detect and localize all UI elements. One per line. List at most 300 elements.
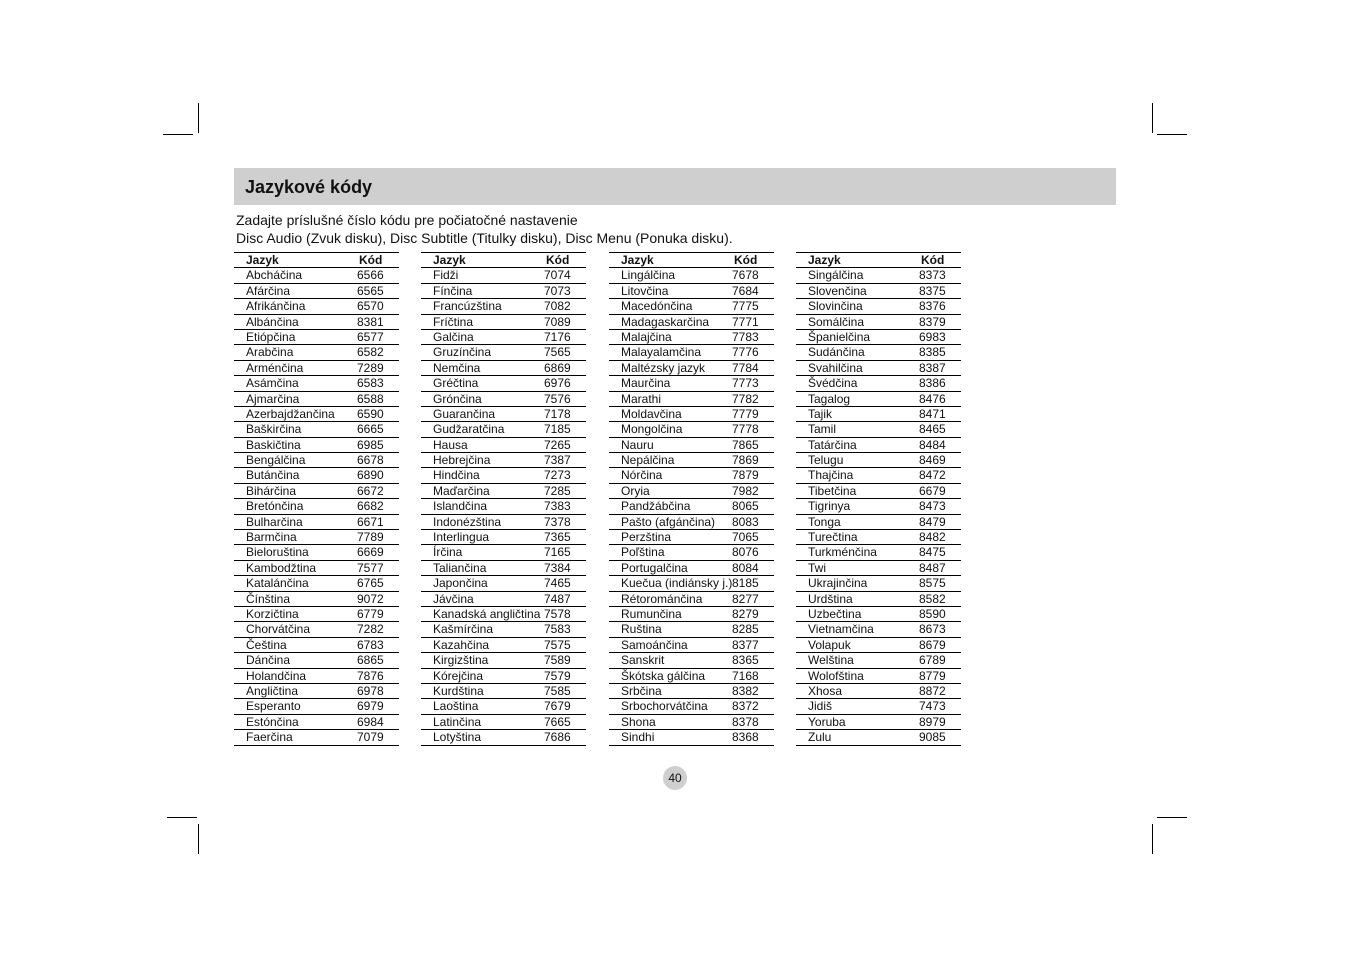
table-row <box>609 284 774 299</box>
language-name: Moldavčina <box>621 406 682 421</box>
language-name: Poľština <box>621 545 665 560</box>
table-row <box>796 561 961 576</box>
language-name: Holandčina <box>246 668 307 683</box>
table-row <box>421 622 586 637</box>
table-row <box>421 576 586 591</box>
language-code: 7665 <box>544 714 571 729</box>
language-name: Írčina <box>433 545 463 560</box>
table-row <box>234 699 399 714</box>
table-row <box>234 499 399 514</box>
language-name: Maltézsky jazyk <box>621 360 706 375</box>
table-row <box>609 484 774 499</box>
page-title: Jazykové kódy <box>245 177 373 197</box>
language-name: Oryia <box>621 483 650 498</box>
language-name: Singálčina <box>808 268 864 283</box>
language-name: Twi <box>808 560 826 575</box>
language-name: Perzština <box>621 530 672 545</box>
language-code: 8368 <box>732 730 759 745</box>
language-code: 6789 <box>919 653 946 668</box>
table-row <box>796 407 961 422</box>
language-code: 8482 <box>919 530 946 545</box>
table-row <box>421 284 586 299</box>
header-code: Kód <box>734 253 758 267</box>
language-code: 8285 <box>732 622 759 637</box>
language-name: Bengálčina <box>246 453 306 468</box>
table-row <box>421 638 586 653</box>
language-code: 7773 <box>732 376 759 391</box>
table-row <box>234 515 399 530</box>
language-name: Čeština <box>246 637 287 652</box>
table-row <box>609 699 774 714</box>
table-row <box>609 576 774 591</box>
language-code: 6565 <box>357 283 384 298</box>
language-code: 8473 <box>919 499 946 514</box>
table-row <box>421 699 586 714</box>
language-name: Portugalčina <box>621 560 688 575</box>
language-code: 7579 <box>544 668 571 683</box>
header-language: Jazyk <box>246 253 279 267</box>
table-row <box>234 268 399 283</box>
language-code: 7082 <box>544 299 571 314</box>
table-row <box>609 345 774 360</box>
language-code: 6865 <box>357 653 384 668</box>
table-row <box>796 607 961 622</box>
language-code: 6678 <box>357 453 384 468</box>
language-code: 7783 <box>732 329 759 344</box>
table-row <box>796 576 961 591</box>
crop-mark <box>163 134 193 135</box>
language-code: 7384 <box>544 560 571 575</box>
language-name: Xhosa <box>808 683 843 698</box>
language-code: 6869 <box>544 360 571 375</box>
language-code: 6979 <box>357 699 384 714</box>
language-code: 7982 <box>732 483 759 498</box>
table-row <box>234 438 399 453</box>
language-code: 6985 <box>357 437 384 452</box>
header-language: Jazyk <box>621 253 654 267</box>
language-name: Srbčina <box>621 683 662 698</box>
table-row <box>609 407 774 422</box>
language-code: 7577 <box>357 560 384 575</box>
language-code: 8476 <box>919 391 946 406</box>
language-code: 7165 <box>544 545 571 560</box>
language-code: 6978 <box>357 683 384 698</box>
language-code: 7789 <box>357 530 384 545</box>
language-code: 8365 <box>732 653 759 668</box>
table-row <box>796 422 961 437</box>
table-row <box>421 453 586 468</box>
language-code: 8379 <box>919 314 946 329</box>
language-code: 8465 <box>919 422 946 437</box>
language-code: 6566 <box>357 268 384 283</box>
table-row <box>796 684 961 699</box>
language-name: Tonga <box>808 514 841 529</box>
table-row <box>234 315 399 330</box>
table-row <box>609 638 774 653</box>
language-code: 8469 <box>919 453 946 468</box>
language-name: Svahilčina <box>808 360 863 375</box>
language-code: 7679 <box>544 699 571 714</box>
table-row <box>609 268 774 283</box>
language-name: Baskičtina <box>246 437 301 452</box>
language-name: Somálčina <box>808 314 865 329</box>
language-code: 7178 <box>544 406 571 421</box>
language-name: Bretónčina <box>246 499 304 514</box>
table-row <box>796 515 961 530</box>
header-language: Jazyk <box>433 253 466 267</box>
table-row <box>421 315 586 330</box>
language-name: Marathi <box>621 391 662 406</box>
language-name: Tamil <box>808 422 837 437</box>
table-row <box>234 453 399 468</box>
table-row <box>609 499 774 514</box>
table-row <box>234 545 399 560</box>
language-code: 7678 <box>732 268 759 283</box>
table-row <box>796 622 961 637</box>
language-code: 7585 <box>544 683 571 698</box>
language-name: Japončina <box>433 576 488 591</box>
language-column-4 <box>796 252 961 746</box>
column-header <box>796 253 961 268</box>
language-name: Islandčina <box>433 499 488 514</box>
table-row <box>796 653 961 668</box>
language-code: 6577 <box>357 329 384 344</box>
language-code: 8575 <box>919 576 946 591</box>
language-code: 7285 <box>544 483 571 498</box>
intro-text-line-1: Zadajte príslušné číslo kódu pre počiatočné nastavenie <box>236 212 578 228</box>
table-row <box>796 669 961 684</box>
language-name: Tigrinya <box>808 499 851 514</box>
table-row <box>609 622 774 637</box>
table-row <box>796 361 961 376</box>
crop-mark <box>198 824 199 854</box>
table-row <box>609 730 774 745</box>
table-row <box>609 669 774 684</box>
table-row <box>421 345 586 360</box>
table-row <box>609 684 774 699</box>
language-name: Kanadská angličtina <box>433 606 541 621</box>
table-row <box>609 715 774 730</box>
crop-mark <box>1152 103 1153 133</box>
table-row <box>796 299 961 314</box>
language-code: 6588 <box>357 391 384 406</box>
language-column-3 <box>609 252 774 746</box>
language-code: 8185 <box>732 576 759 591</box>
language-code: 6672 <box>357 483 384 498</box>
language-name: Hausa <box>433 437 468 452</box>
language-code: 8679 <box>919 637 946 652</box>
language-name: Afrikánčina <box>246 299 306 314</box>
table-row <box>421 561 586 576</box>
header-code: Kód <box>546 253 570 267</box>
crop-mark <box>1157 817 1187 818</box>
language-code: 6984 <box>357 714 384 729</box>
language-name: Butánčina <box>246 468 300 483</box>
table-row <box>796 330 961 345</box>
language-name: Sindhi <box>621 730 655 745</box>
table-row <box>421 607 586 622</box>
language-name: Pandžábčina <box>621 499 691 514</box>
language-code: 7079 <box>357 730 384 745</box>
language-name: Katalánčina <box>246 576 309 591</box>
language-code: 7578 <box>544 606 571 621</box>
table-row <box>234 576 399 591</box>
table-row <box>796 345 961 360</box>
language-code: 9072 <box>357 591 384 606</box>
language-code: 6582 <box>357 345 384 360</box>
language-code: 6765 <box>357 576 384 591</box>
language-code: 8076 <box>732 545 759 560</box>
table-row <box>421 422 586 437</box>
language-name: Hebrejčina <box>433 453 491 468</box>
column-header <box>609 253 774 268</box>
language-name: Asámčina <box>246 376 299 391</box>
table-row <box>234 561 399 576</box>
language-name: Maďarčina <box>433 483 490 498</box>
language-column-2 <box>421 252 586 746</box>
language-name: Fínčina <box>433 283 473 298</box>
table-row <box>609 592 774 607</box>
language-name: Taliančina <box>433 560 487 575</box>
language-code: 8673 <box>919 622 946 637</box>
language-name: Tajik <box>808 406 833 421</box>
table-row <box>234 592 399 607</box>
language-code: 7869 <box>732 453 759 468</box>
language-name: Ukrajinčina <box>808 576 868 591</box>
language-name: Škótska gálčina <box>621 668 706 683</box>
table-row <box>609 438 774 453</box>
language-code: 8590 <box>919 606 946 621</box>
table-row <box>796 699 961 714</box>
language-name: Samoánčina <box>621 637 688 652</box>
table-row <box>234 715 399 730</box>
intro-text-line-2: Disc Audio (Zvuk disku), Disc Subtitle (Titulky disku), Disc Menu (Ponuka disku). <box>236 230 733 246</box>
language-code: 7576 <box>544 391 571 406</box>
table-row <box>421 530 586 545</box>
table-row <box>796 315 961 330</box>
language-code: 6671 <box>357 514 384 529</box>
crop-mark <box>1152 824 1153 854</box>
language-name: Slovinčina <box>808 299 863 314</box>
language-name: Telugu <box>808 453 844 468</box>
language-code: 6679 <box>919 483 946 498</box>
language-name: Albánčina <box>246 314 299 329</box>
table-row <box>796 438 961 453</box>
language-name: Zulu <box>808 730 832 745</box>
table-row <box>234 284 399 299</box>
table-row <box>796 499 961 514</box>
table-row <box>421 392 586 407</box>
table-row <box>609 376 774 391</box>
language-name: Švédčina <box>808 376 858 391</box>
crop-mark <box>167 817 197 818</box>
language-code: 8582 <box>919 591 946 606</box>
table-row <box>609 468 774 483</box>
language-code: 8487 <box>919 560 946 575</box>
language-name: Lingálčina <box>621 268 676 283</box>
language-code: 6583 <box>357 376 384 391</box>
language-name: Pašto (afgánčina) <box>621 514 716 529</box>
language-name: Etiópčina <box>246 329 296 344</box>
language-code: 7575 <box>544 637 571 652</box>
table-row <box>609 530 774 545</box>
language-name: Laoština <box>433 699 479 714</box>
language-code: 6890 <box>357 468 384 483</box>
language-name: Latinčina <box>433 714 482 729</box>
language-name: Maurčina <box>621 376 671 391</box>
language-name: Angličtina <box>246 683 299 698</box>
table-row <box>421 299 586 314</box>
table-row <box>421 484 586 499</box>
language-code: 7776 <box>732 345 759 360</box>
language-name: Kirgizština <box>433 653 489 668</box>
language-code: 6976 <box>544 376 571 391</box>
language-name: Grónčina <box>433 391 482 406</box>
table-row <box>609 361 774 376</box>
table-row <box>609 653 774 668</box>
language-name: Fidži <box>433 268 459 283</box>
table-row <box>234 392 399 407</box>
language-name: Rumunčina <box>621 606 682 621</box>
crop-mark <box>198 103 199 133</box>
language-name: Korzičtina <box>246 606 299 621</box>
table-row <box>421 669 586 684</box>
language-name: Vietnamčina <box>808 622 874 637</box>
language-code: 7168 <box>732 668 759 683</box>
language-name: Esperanto <box>246 699 301 714</box>
language-code: 8378 <box>732 714 759 729</box>
language-code: 8475 <box>919 545 946 560</box>
language-name: Turkménčina <box>808 545 877 560</box>
language-code: 7487 <box>544 591 571 606</box>
language-name: Madagaskarčina <box>621 314 710 329</box>
language-name: Indonézština <box>433 514 502 529</box>
language-name: Nauru <box>621 437 654 452</box>
language-code: 6590 <box>357 406 384 421</box>
table-row <box>796 268 961 283</box>
language-name: Slovenčina <box>808 283 867 298</box>
language-name: Thajčina <box>808 468 854 483</box>
language-code: 8387 <box>919 360 946 375</box>
language-name: Mongolčina <box>621 422 683 437</box>
language-code: 8083 <box>732 514 759 529</box>
language-name: Tatárčina <box>808 437 857 452</box>
language-code: 8779 <box>919 668 946 683</box>
table-row <box>609 453 774 468</box>
header-code: Kód <box>921 253 945 267</box>
table-row <box>421 715 586 730</box>
table-row <box>234 684 399 699</box>
header-language: Jazyk <box>808 253 841 267</box>
language-name: Chorvátčina <box>246 622 311 637</box>
language-code: 7289 <box>357 360 384 375</box>
language-name: Tibetčina <box>808 483 857 498</box>
table-row <box>796 484 961 499</box>
title-bar <box>234 168 1116 205</box>
language-code: 6779 <box>357 606 384 621</box>
page-number: 40 <box>663 766 687 790</box>
table-row <box>234 622 399 637</box>
table-row <box>609 330 774 345</box>
language-code: 6669 <box>357 545 384 560</box>
language-name: Kambodžtina <box>246 560 317 575</box>
language-name: Urdština <box>808 591 853 606</box>
language-code: 8484 <box>919 437 946 452</box>
table-row <box>421 330 586 345</box>
language-name: Faerčina <box>246 730 293 745</box>
language-name: Kórejčina <box>433 668 484 683</box>
table-row <box>234 330 399 345</box>
language-name: Ajmarčina <box>246 391 300 406</box>
language-name: Ruština <box>621 622 662 637</box>
language-name: Arabčina <box>246 345 294 360</box>
language-code: 8065 <box>732 499 759 514</box>
table-row <box>421 468 586 483</box>
language-code: 7074 <box>544 268 571 283</box>
language-name: Tagalog <box>808 391 851 406</box>
table-row <box>796 638 961 653</box>
table-row <box>234 530 399 545</box>
table-row <box>421 407 586 422</box>
language-code: 8872 <box>919 683 946 698</box>
language-column-1 <box>234 252 399 746</box>
table-row <box>609 607 774 622</box>
language-code: 7065 <box>732 530 759 545</box>
language-name: Španielčina <box>808 329 871 344</box>
language-code: 8979 <box>919 714 946 729</box>
table-row <box>796 730 961 745</box>
language-code: 8279 <box>732 606 759 621</box>
table-row <box>609 515 774 530</box>
language-code: 7865 <box>732 437 759 452</box>
language-code: 8381 <box>357 314 384 329</box>
table-row <box>421 361 586 376</box>
language-code: 8084 <box>732 560 759 575</box>
language-name: Welština <box>808 653 854 668</box>
table-row <box>609 422 774 437</box>
table-row <box>609 299 774 314</box>
language-name: Estónčina <box>246 714 299 729</box>
language-code: 6783 <box>357 637 384 652</box>
table-row <box>421 653 586 668</box>
table-row <box>796 530 961 545</box>
table-row <box>234 407 399 422</box>
language-name: Hindčina <box>433 468 480 483</box>
language-code: 7686 <box>544 730 571 745</box>
table-row <box>234 361 399 376</box>
language-name: Bieloruština <box>246 545 309 560</box>
table-row <box>234 653 399 668</box>
language-code: 9085 <box>919 730 946 745</box>
table-row <box>609 315 774 330</box>
language-code: 7565 <box>544 345 571 360</box>
language-code: 7775 <box>732 299 759 314</box>
table-row <box>234 299 399 314</box>
table-row <box>234 484 399 499</box>
table-row <box>796 284 961 299</box>
language-code: 8375 <box>919 283 946 298</box>
language-code: 7365 <box>544 530 571 545</box>
language-name: Barmčina <box>246 530 297 545</box>
language-name: Guarančina <box>433 406 496 421</box>
language-name: Yoruba <box>808 714 846 729</box>
table-row <box>421 515 586 530</box>
language-name: Gudžaratčina <box>433 422 505 437</box>
language-code: 7473 <box>919 699 946 714</box>
language-name: Kuečua (indiánsky j.) <box>621 576 733 591</box>
language-name: Turečtina <box>808 530 858 545</box>
language-name: Litovčina <box>621 283 669 298</box>
